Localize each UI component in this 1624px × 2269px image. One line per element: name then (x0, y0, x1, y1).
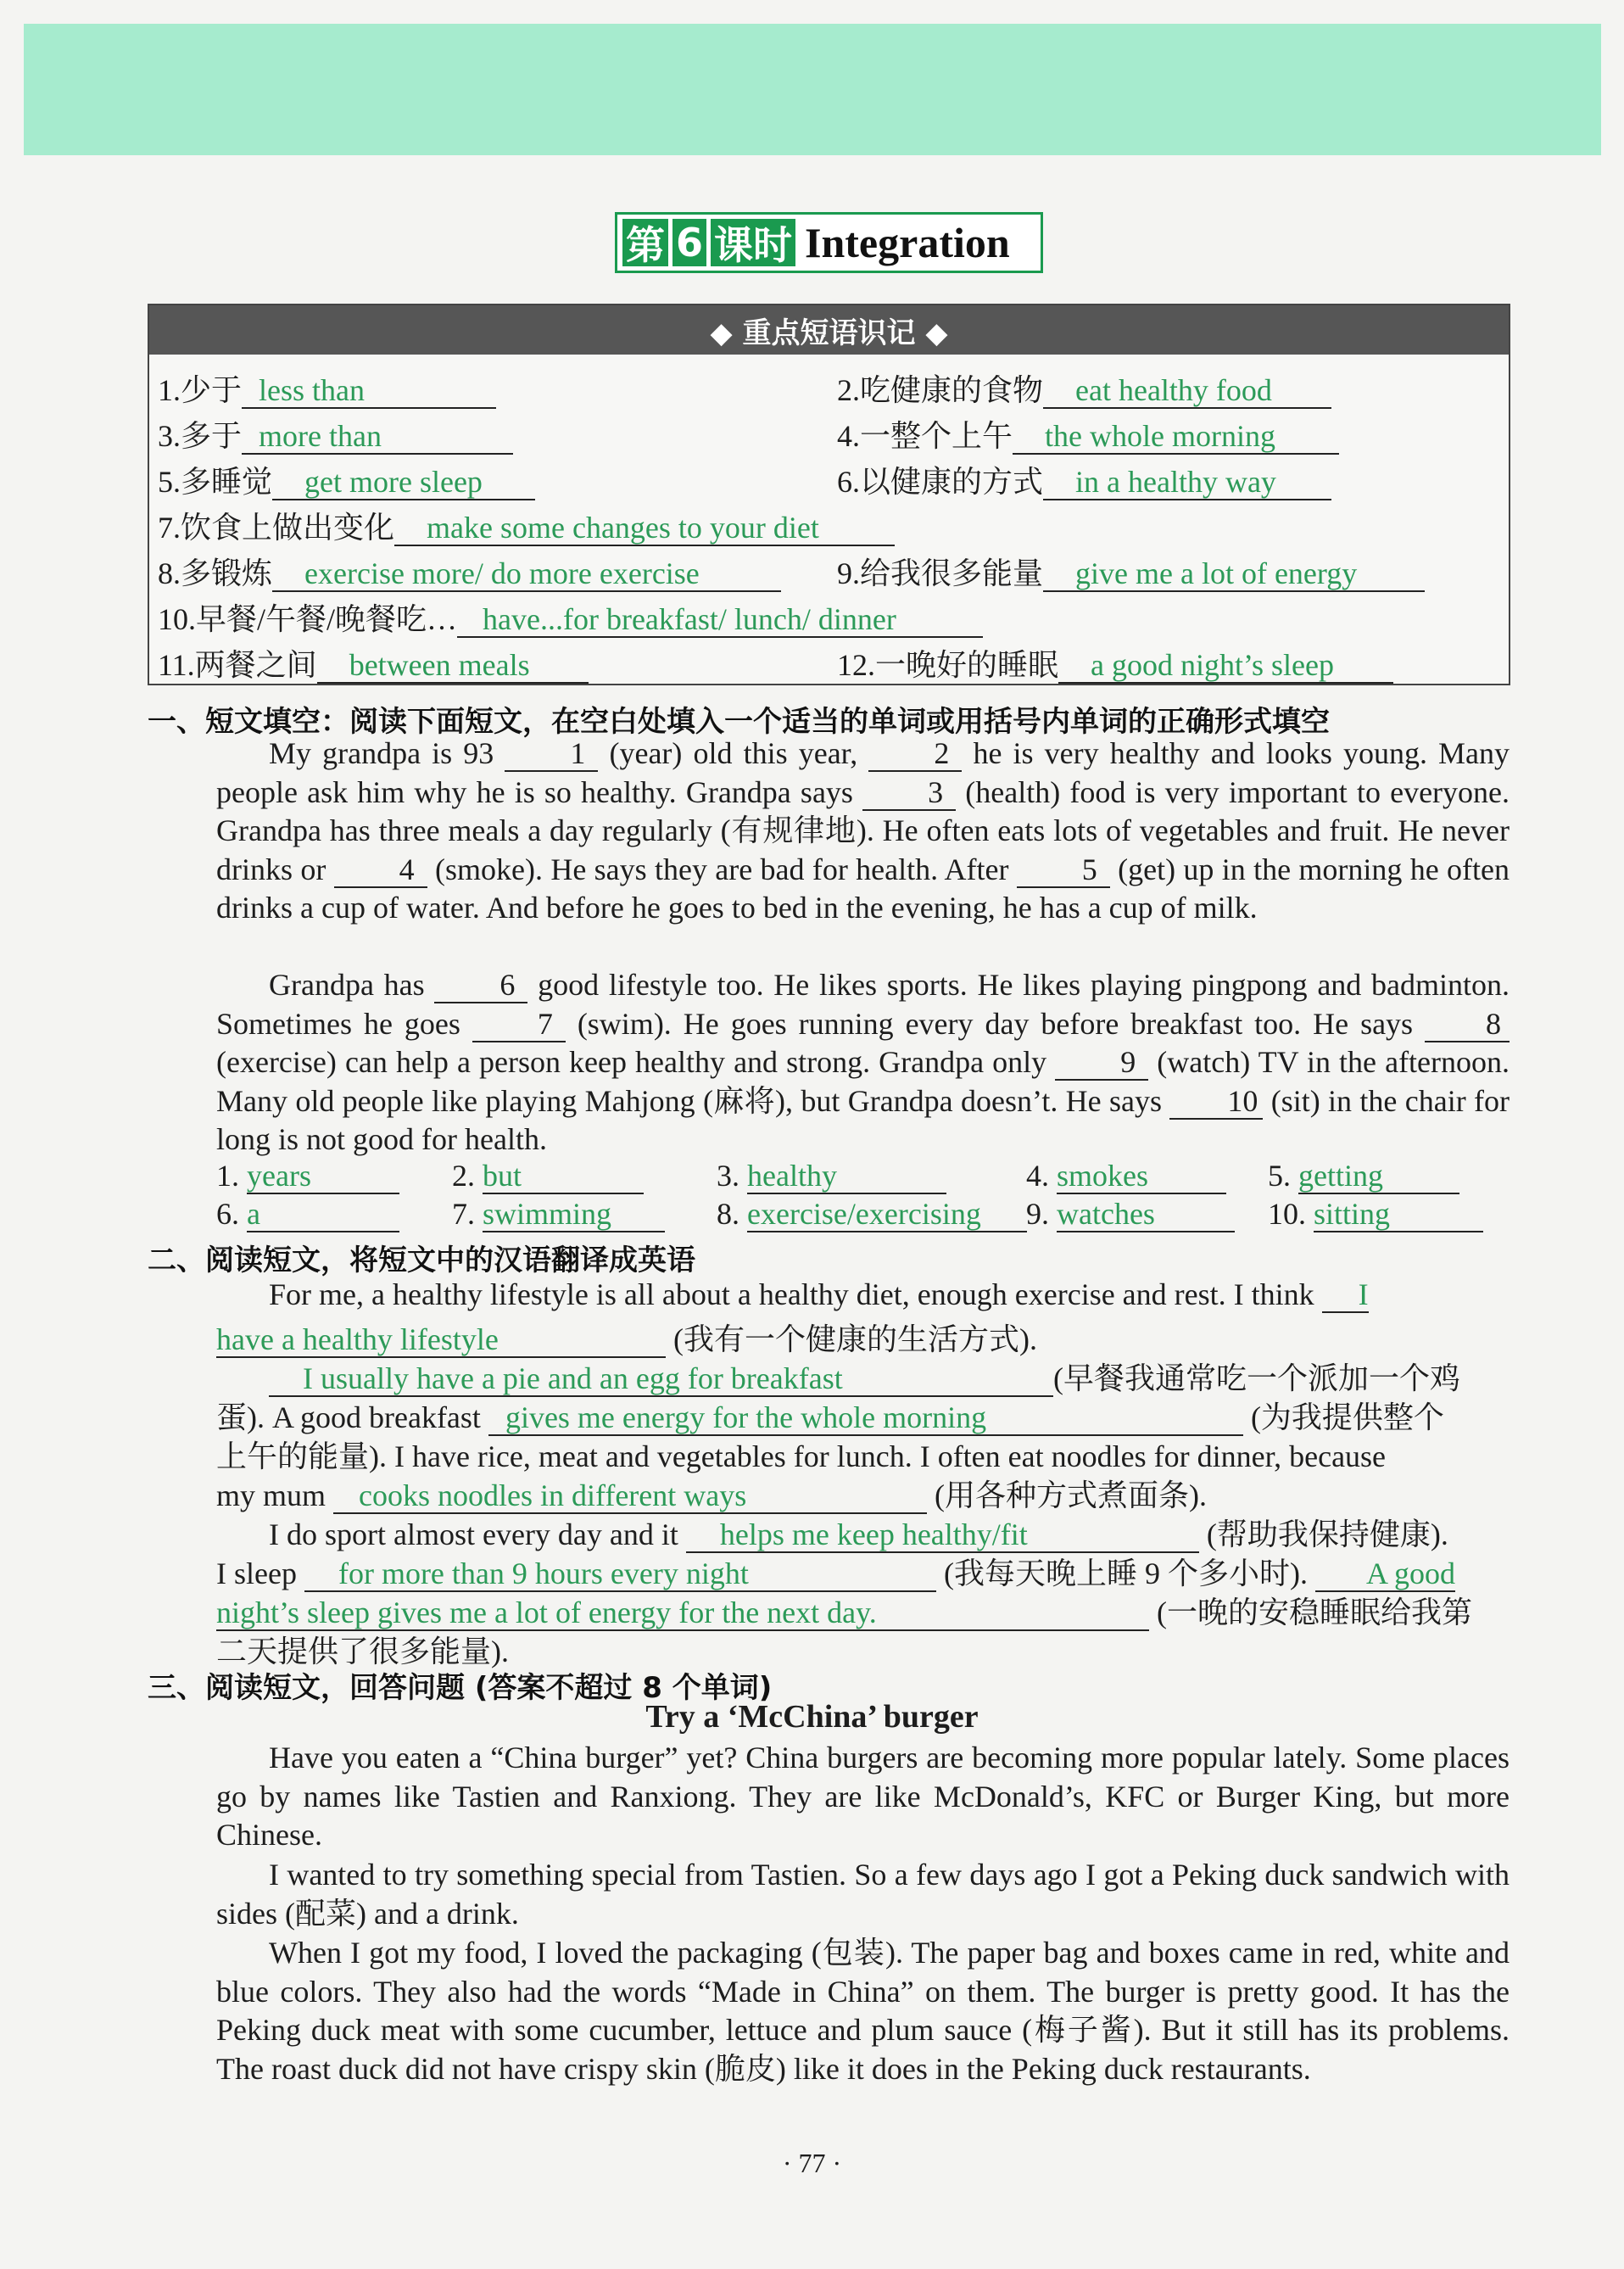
phrase-num: 6. (837, 465, 860, 499)
translation-line: 二天提供了很多能量). (216, 1635, 509, 1668)
phrase-cn: 早餐/午餐/晚餐吃… (196, 602, 458, 636)
lesson-number: 6 (672, 219, 706, 266)
phrase-cn: 吃健康的食物 (860, 373, 1044, 407)
phrase-answer: more than (259, 419, 382, 453)
phrase-item (158, 366, 496, 410)
phrase-cn: 多于 (181, 419, 243, 453)
phrase-cn: 少于 (181, 373, 243, 407)
phrase-num: 4. (837, 419, 860, 453)
phrase-item (158, 641, 589, 685)
translation-line: night’s sleep gives me a lot of energy for the next day. (一晚的安稳睡眠给我第 (216, 1596, 1472, 1629)
phrase-num: 1. (158, 373, 181, 407)
cloze-answer: 9. watches (1026, 1196, 1235, 1232)
phrase-num: 12. (837, 648, 875, 682)
phrase-answer: the whole morning (1045, 419, 1275, 453)
phrase-cn: 多锻炼 (181, 556, 273, 590)
cloze-blank-5: 5 (1017, 852, 1110, 888)
phrase-cn: 一晚好的睡眠 (875, 648, 1059, 682)
phrase-answer: have...for breakfast/ lunch/ dinner (483, 602, 896, 636)
phrase-answer: between meals (349, 648, 530, 682)
article-paragraph: Have you eaten a “China burger” yet? China burgers are becoming more popular lately. Some places go by names like Tastien and Ranxiong. They are like McDonald’s, KFC or Burger King, but more Chinese. (216, 1741, 1510, 1852)
phrase-cn: 一整个上午 (860, 419, 1013, 453)
phrase-num: 3. (158, 419, 181, 453)
phrase-answer: get more sleep (304, 465, 483, 499)
cloze-blank-8: 8 (1425, 1007, 1510, 1042)
cloze-blank-1: 1 (505, 736, 598, 772)
lesson-suffix: 课时 (711, 219, 795, 266)
cloze-blank-7: 7 (472, 1007, 566, 1042)
phrase-num: 9. (837, 556, 860, 590)
phrase-item (837, 458, 1331, 501)
phrase-num: 11. (158, 648, 195, 682)
phrase-cn: 给我很多能量 (860, 556, 1044, 590)
phrase-item (158, 595, 983, 639)
article-title: Try a ‘McChina’ burger (645, 1699, 979, 1735)
cloze-answer: 3. healthy (717, 1158, 946, 1194)
phrase-answer: give me a lot of energy (1075, 556, 1358, 590)
cloze-blank-4: 4 (334, 852, 427, 888)
phrase-cn: 两餐之间 (194, 648, 317, 682)
cloze-blank-3: 3 (862, 775, 956, 811)
section2-heading: 二、阅读短文，将短文中的汉语翻译成英语 (148, 1243, 695, 1277)
cloze-paragraph-2: Grandpa has 6 good lifestyle too. He likes sports. He likes playing pingpong and badminton. Sometimes he goes 7 (swim). He goes running every day before breakfast too. He says 8 (exercise) can help a person keep healthy and strong. Grandpa only 9 (watch) TV in the afternoon. Many old people like playing Mahjong (麻将), but Grandpa doesn’t. He says 10 (sit) in the chair for long is not good for health. (216, 968, 1510, 1156)
translation-line: I sleep for more than 9 hours every night (我每天晚上睡 9 个多小时). A good (216, 1556, 1455, 1590)
cloze-blank-10: 10 (1169, 1084, 1263, 1120)
cloze-answer: 10. sitting (1268, 1196, 1483, 1232)
phrase-item (837, 366, 1331, 410)
translation-line: I do sport almost every day and it helps me keep healthy/fit (帮助我保持健康). (269, 1517, 1448, 1551)
cloze-paragraph-1: My grandpa is 93 1 (year) old this year, 2 he is very healthy and looks young. Many people ask him why he is so healthy. Grandpa says 3 (health) food is very important to everyone. Grandpa has three meals a day regularly (有规律地). He often eats lots of vegetables and fruit. He never drinks or 4 (smoke). He says they are bad for health. After 5 (get) up in the morning he often drinks a cup of water. And before he goes to bed in the evening, he has a cup of milk. (216, 736, 1510, 925)
phrase-cn: 饮食上做出变化 (181, 511, 395, 545)
lesson-title-box (615, 212, 1043, 273)
phrase-num: 8. (158, 556, 181, 590)
phrase-answer: eat healthy food (1075, 373, 1272, 407)
article-paragraph: I wanted to try something special from Tastien. So a few days ago I got a Peking duck sandwich with sides (配菜) and a drink. (216, 1858, 1510, 1931)
cloze-answer: 4. smokes (1026, 1158, 1226, 1194)
phrase-num: 2. (837, 373, 860, 407)
cloze-answer: 7. swimming (452, 1196, 665, 1232)
header-band (24, 24, 1601, 155)
phrase-item (158, 550, 781, 593)
phrase-cn: 多睡觉 (181, 465, 273, 499)
cloze-answer: 6. a (216, 1196, 399, 1232)
phrase-answer: exercise more/ do more exercise (304, 556, 700, 590)
cloze-blank-9: 9 (1055, 1045, 1148, 1081)
article-paragraph: When I got my food, I loved the packaging (包装). The paper bag and boxes came in red, white and blue colors. They also had the words “Made in China” on them. The burger is pretty good. It has the Peking duck meat with some cucumber, lettuce and plum sauce (梅子酱). But it still has its problems. The roast duck did not have crispy skin (脆皮) like it does in the Peking duck restaurants. (216, 1936, 1510, 2086)
cloze-answer: 2. but (452, 1158, 644, 1194)
section1-heading: 一、短文填空：阅读下面短文，在空白处填入一个适当的单词或用括号内单词的正确形式填空 (148, 705, 1330, 739)
phrase-answer: less than (259, 373, 365, 407)
cloze-answer: 8. exercise/exercising (717, 1196, 1027, 1232)
phrase-answer: in a healthy way (1075, 465, 1276, 499)
page-number: · 77 · (782, 2148, 842, 2178)
cloze-answer: 1. years (216, 1158, 399, 1194)
translation-line: I usually have a pie and an egg for breakfast (早餐我通常吃一个派加一个鸡 (269, 1355, 1460, 1398)
phrase-item (158, 458, 535, 501)
phrase-item (837, 641, 1393, 685)
lesson-prefix: 第 (622, 219, 668, 266)
cloze-blank-2: 2 (868, 736, 962, 772)
translation-line: For me, a healthy lifestyle is all about a healthy diet, enough exercise and rest. I think I (269, 1277, 1369, 1311)
translation-line: 蛋). A good breakfast gives me energy for the whole morning (为我提供整个 (216, 1400, 1444, 1434)
phrase-answer: make some changes to your diet (427, 511, 819, 545)
phrase-num: 10. (158, 602, 196, 636)
translation-line: my mum cooks noodles in different ways (用各种方式煮面条). (216, 1478, 1207, 1512)
phrase-item (837, 550, 1425, 593)
cloze-answer: 5. getting (1268, 1158, 1459, 1194)
translation-line: have a healthy lifestyle (我有一个健康的生活方式). (216, 1322, 1037, 1356)
phrase-cn: 以健康的方式 (860, 465, 1044, 499)
phrase-item (158, 412, 513, 455)
phrase-num: 5. (158, 465, 181, 499)
phrase-answer: a good night’s sleep (1091, 648, 1334, 682)
cloze-blank-6: 6 (434, 968, 527, 1003)
phrase-item (837, 412, 1339, 455)
phrase-item (158, 504, 895, 547)
lesson-title: Integration (805, 219, 1010, 266)
phrase-num: 7. (158, 511, 181, 545)
section3-heading: 三、阅读短文，回答问题 (答案不超过 8 个单词) (148, 1671, 773, 1705)
key-phrases-heading: ◆ 重点短语识记 ◆ (149, 305, 1509, 355)
translation-line: 上午的能量). I have rice, meat and vegetables for lunch. I often eat noodles for dinner, because (216, 1439, 1387, 1473)
